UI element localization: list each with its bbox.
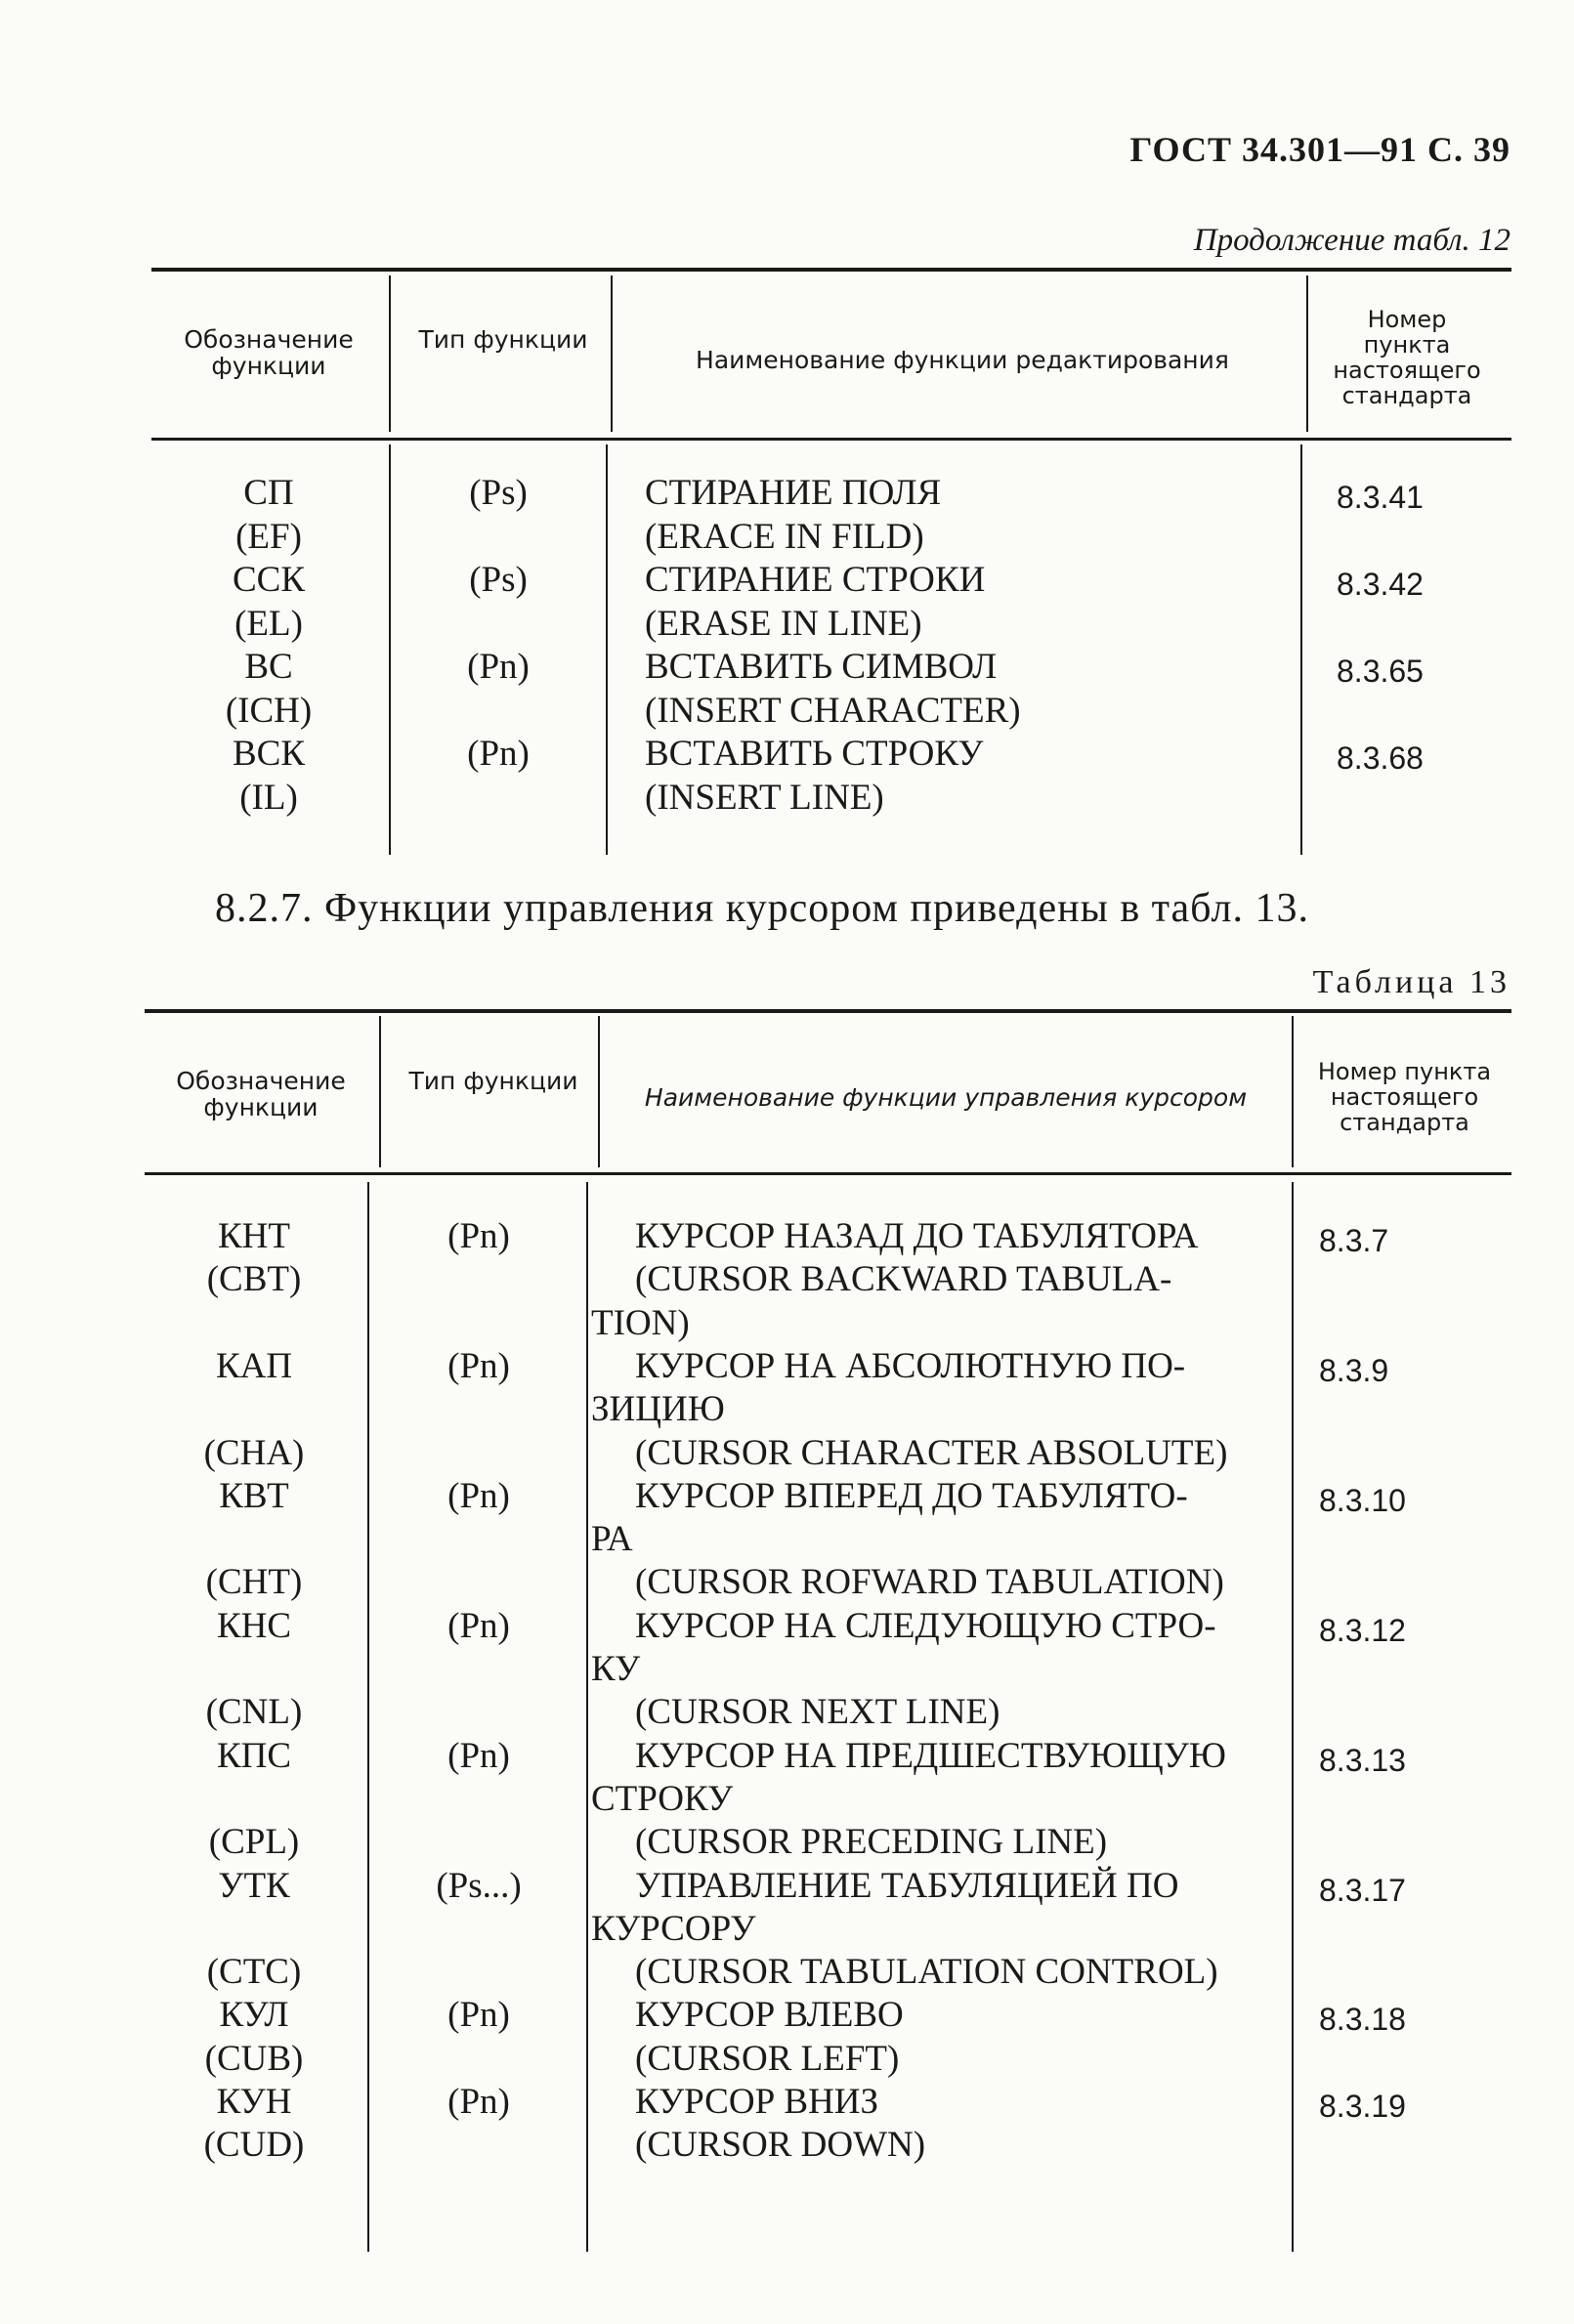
row-code: (CNL) [205, 1692, 303, 1733]
row-code: (EL) [234, 603, 303, 644]
row-code: (CHA) [203, 1432, 305, 1473]
table13-header-designation: Обозначение функции [176, 1067, 346, 1121]
row-code: (CHT) [205, 1562, 303, 1603]
table13-title: Таблица 13 [1312, 964, 1510, 1000]
row-code: (CUD) [203, 2125, 305, 2166]
row-code: ВС [244, 647, 293, 687]
table13-header-type: Тип функции [408, 1067, 578, 1095]
row-code: (CTC) [206, 1952, 302, 1993]
row-number: 8.3.68 [1337, 740, 1424, 776]
row-type: (Ps) [469, 473, 528, 513]
row-type: (Pn) [447, 1995, 510, 2036]
row-code: (CUB) [204, 2038, 304, 2079]
row-name: СТИРАНИЕ ПОЛЯ [645, 473, 942, 513]
row-code: КУЛ [219, 1995, 289, 2036]
row-number: 8.3.9 [1319, 1352, 1389, 1388]
row-type: (Pn) [467, 734, 530, 774]
row-name: (CURSOR NEXT LINE) [635, 1692, 1000, 1733]
row-type: (Ps...) [436, 1865, 522, 1906]
row-name: (CURSOR ROFWARD TABULATION) [635, 1562, 1224, 1603]
row-name: КУРСОР НАЗАД ДО ТАБУЛЯТОРА [635, 1216, 1199, 1256]
row-code: (CPL) [208, 1822, 300, 1863]
row-name: ЗИЦИЮ [591, 1389, 725, 1430]
table12-header-number: Номер пункта настоящего стандарта [1333, 306, 1481, 409]
row-name: КУРСОР ВПЕРЕД ДО ТАБУЛЯТО- [635, 1475, 1188, 1516]
table12-divider [389, 275, 391, 432]
table13-header-rule [145, 1172, 1511, 1175]
row-code: КВТ [219, 1475, 289, 1516]
row-code: КПС [216, 1735, 292, 1776]
table12-header-name: Наименование функции редактирования [696, 346, 1229, 374]
row-name: (INSERT CHARACTER) [645, 690, 1021, 731]
table13-header-number: Номер пункта настоящего стандарта [1317, 1058, 1492, 1136]
row-name: (ERASE IN LINE) [645, 603, 922, 644]
row-number: 8.3.41 [1337, 480, 1424, 515]
row-type: (Pn) [447, 1345, 510, 1386]
row-number: 8.3.10 [1319, 1482, 1406, 1518]
row-name: КУРСОР НА ПРЕДШЕСТВУЮЩУЮ [635, 1735, 1226, 1776]
row-code: КАП [215, 1345, 293, 1386]
row-name: (ERACE IN FILD) [645, 516, 924, 557]
table12-continuation: Продолжение табл. 12 [1193, 223, 1510, 258]
table12-divider [1300, 444, 1302, 855]
row-name: ВСТАВИТЬ СИМВОЛ [645, 647, 998, 687]
row-name: УПРАВЛЕНИЕ ТАБУЛЯЦИЕЙ ПО [635, 1865, 1179, 1906]
table13-divider [379, 1016, 381, 1167]
row-name: СТИРАНИЕ СТРОКИ [645, 560, 986, 600]
table12-divider [389, 444, 391, 855]
row-name: TION) [591, 1302, 690, 1343]
row-code: УТК [218, 1865, 290, 1906]
row-name: КУРСОР НА СЛЕДУЮЩУЮ СТРО- [635, 1605, 1216, 1646]
row-code: КНС [216, 1605, 292, 1646]
row-code: КУН [216, 2082, 292, 2122]
row-type: (Pn) [447, 2082, 510, 2122]
row-number: 8.3.17 [1319, 1872, 1406, 1908]
row-code: ВСК [232, 734, 306, 774]
table12-divider [611, 275, 613, 432]
row-name: (CURSOR PRECEDING LINE) [635, 1822, 1108, 1863]
row-name: СТРОКУ [591, 1778, 734, 1819]
row-number: 8.3.13 [1319, 1742, 1406, 1778]
row-type: (Pn) [447, 1605, 510, 1646]
row-type: (Pn) [447, 1475, 510, 1516]
table12-divider [1306, 275, 1308, 432]
row-name: (CURSOR CHARACTER ABSOLUTE) [635, 1432, 1228, 1473]
row-name: КУРСОР НА АБСОЛЮТНУЮ ПО- [635, 1345, 1186, 1386]
row-type: (Pn) [447, 1735, 510, 1776]
row-code: (CBT) [206, 1259, 302, 1300]
row-name: КУРСОР ВНИЗ [635, 2082, 879, 2122]
row-number: 8.3.7 [1319, 1223, 1389, 1258]
table13-divider [1292, 1182, 1294, 2252]
table13-divider [598, 1016, 600, 1167]
row-name: ВСТАВИТЬ СТРОКУ [645, 734, 984, 774]
row-name: КУ [591, 1649, 641, 1689]
row-name: (INSERT LINE) [645, 777, 884, 818]
row-code: СП [243, 473, 294, 513]
row-name: КУРСОР ВЛЕВО [635, 1995, 904, 2036]
row-number: 8.3.19 [1319, 2089, 1406, 2124]
row-code: (EF) [235, 516, 302, 557]
row-code: (IL) [239, 777, 298, 818]
table12-header-designation: Обозначение функции [184, 325, 354, 380]
table13-top-rule [145, 1009, 1511, 1013]
row-name: КУРСОРУ [591, 1908, 756, 1949]
row-code: (ICH) [225, 690, 313, 731]
row-code: ССК [232, 560, 306, 600]
table12-divider [606, 444, 608, 855]
row-type: (Pn) [447, 1216, 510, 1256]
row-name: (CURSOR BACKWARD TABULA- [635, 1259, 1172, 1300]
row-number: 8.3.42 [1337, 567, 1424, 602]
row-type: (Pn) [467, 647, 530, 687]
table13-divider [586, 1182, 588, 2252]
row-code: КНТ [218, 1216, 290, 1256]
table12-header-type: Тип функции [418, 325, 588, 354]
section-paragraph: 8.2.7. Функции управления курсором приведены в табл. 13. [215, 886, 1309, 931]
table13-divider [367, 1182, 369, 2252]
row-number: 8.3.65 [1337, 654, 1424, 689]
row-name: (CURSOR TABULATION CONTROL) [635, 1952, 1218, 1993]
row-type: (Ps) [469, 560, 528, 600]
table13-header-name: Наименование функции управления курсором [644, 1083, 1248, 1112]
table12-top-rule [151, 268, 1511, 272]
table12-header-rule [151, 438, 1511, 441]
row-name: (CURSOR LEFT) [635, 2038, 900, 2079]
table13-divider [1292, 1016, 1294, 1167]
row-number: 8.3.18 [1319, 2002, 1406, 2038]
page-header: ГОСТ 34.301—91 С. 39 [1129, 130, 1510, 169]
row-name: РА [591, 1519, 633, 1560]
row-name: (CURSOR DOWN) [635, 2125, 926, 2166]
row-number: 8.3.12 [1319, 1612, 1406, 1648]
